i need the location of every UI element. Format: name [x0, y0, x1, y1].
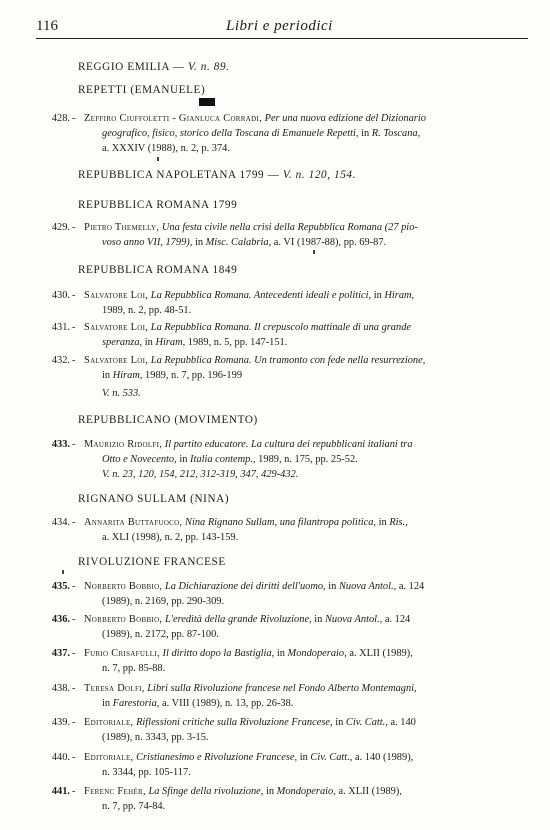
section-heading: RIVOLUZIONE FRANCESE — [78, 556, 226, 568]
page-number: 116 — [36, 18, 58, 34]
section-heading: REPUBBLICA ROMANA 1799 — [78, 199, 238, 211]
section-heading: REGGIO EMILIA — V. n. 89. — [78, 61, 230, 73]
ink-speck-mark — [313, 250, 315, 254]
section-heading: REPETTI (EMANUELE) — [78, 84, 206, 96]
section-heading: RIGNANO SULLAM (NINA) — [78, 493, 230, 505]
running-title: Libri e periodici — [226, 18, 333, 34]
section-heading: REPUBBLICA ROMANA 1849 — [78, 264, 238, 276]
ink-speck-mark — [62, 570, 64, 574]
index-body: REGGIO EMILIA — V. n. 89. REPETTI (EMANUELE) 428. - Zeffiro Ciuffoletti - Gianluca Corradi, Per una nuova edizione del Dizionario geografico, fisico, storico della Toscana di Emanuele Repetti, in R. Toscana, a. XXXIV (1988), n. 2, p. 374. REPUBBLICA NAPOLETANA 1799 — V. n. 120, 154. REPUBBLICA ROMANA 1799 429. - Pietro Themelly, Una festa civile nella crisi della Repubblica Romana (27 pio- voso anno VII, 1799), in Misc. Calabria, a. VI (1987-88), pp. 69-87. REPUBBLICA ROMANA 1849 430. - Salvatore Loi, La Repubblica Romana. Antecedenti ideali e politici, in Hiram, 1989, n. 2, pp. 48-51. 431. - Salvatore Loi, La Repubblica Romana. Il crepuscolo mattinale di una grande speranza, in Hiram, 1989, n. 5, pp. 147-151. 432. - Salvatore Loi, La Repubblica Romana. Un tramonto con fede nella resurrezione, in Hiram, 1989, n. 7, pp. 196-199 V. n. 533. REPUBBLICANO (MOVIMENTO) 433. - Maurizio Ridolfi, Il partito educatore. La cultura dei repubblicani italiani tra Otto e Novecento, in Italia contemp., 1989, n. 175, pp. 25-52. V. n. 23, 120, 154, 212, 312-319, 347, 429-432. RIGNANO SULLAM (NINA) 434. - Annarita Buttafuoco, Nina Rignano Sullam, una filantropa politica, in Ris., a. XLI (1998), n. 2, pp. 143-159. RIVOLUZIONE FRANCESE 435. - Norberto Bobbio, La Dichiarazione dei diritti dell'uomo, in Nuova Antol., a. 124 (1989), n. 2169, pp. 290-309. 436. - Norberto Bobbio, L'eredità della grande Rivoluzione, in Nuova Antol., a. 124 (1989), n. 2172, pp. 87-100. 437. - Furio Crisafulli, Il diritto dopo la Bastiglia, in Mondoperaio, a. XLII (1989), n. 7, pp. 85-88. 438. - Teresa Dolfi, Libri sulla Rivoluzione francese nel Fondo Alberto Montemagni, in Farestoria, a. VIII (1989), n. 13, pp. 26-38. 439. - Editoriale, Riflessioni critiche sulla Rivoluzione Francese, in Civ. Catt., a. 140 (1989), n. 3343, pp. 3-15. 440. - Editoriale, Cristianesimo e Rivoluzione Francese, in Civ. Catt., a. 140 (1989), n. 3344, pp. 105-117. 441. - Ferenc Fehér, La Sfinge della rivoluzione, in Mondoperaio, a. XLII (1989), n. 7, pp. 74-84. — [51, 61, 426, 812]
ink-blot-mark — [199, 98, 215, 106]
section-heading: REPUBBLICANO (MOVIMENTO) — [78, 414, 258, 426]
ink-speck-mark — [157, 157, 159, 161]
section-heading: REPUBBLICA NAPOLETANA 1799 — V. n. 120, 154. — [78, 169, 356, 181]
